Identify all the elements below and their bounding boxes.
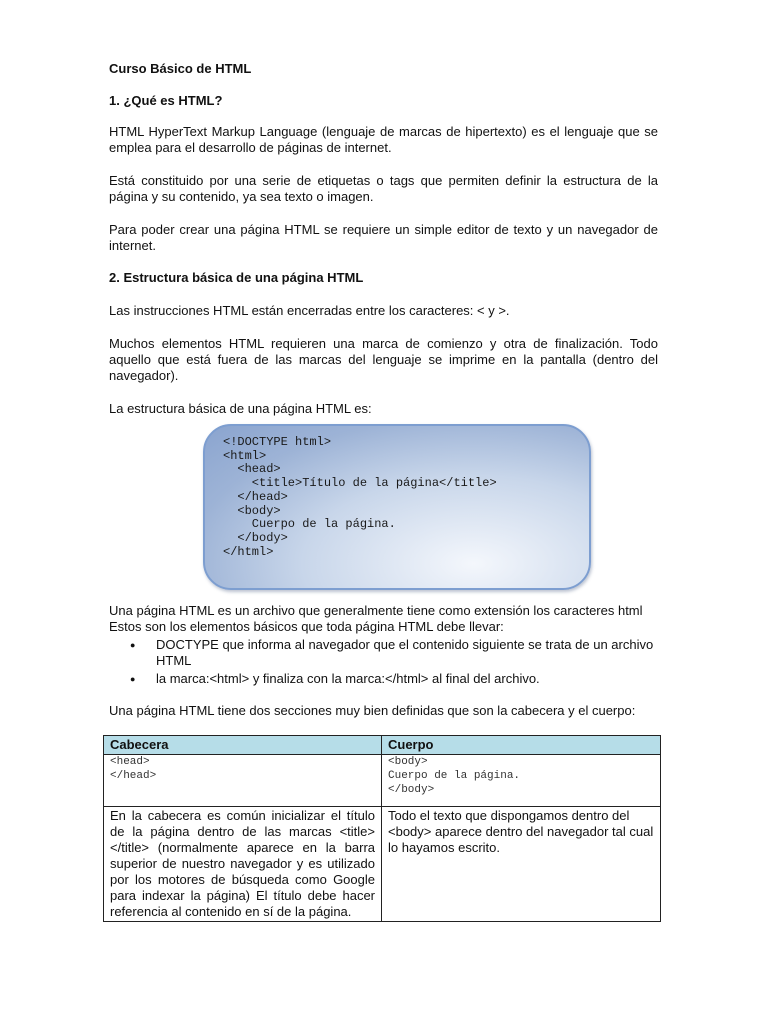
- document-title: Curso Básico de HTML: [109, 61, 252, 76]
- code-example-box: [203, 424, 591, 590]
- paragraph-tags: Está constituido por una serie de etiquetas o tags que permiten definir la estructura de la página y su contenido, ya sea texto o imagen.: [109, 173, 658, 204]
- paragraph-instructions: Las instrucciones HTML están encerradas entre los caracteres: < y >.: [109, 303, 510, 318]
- table-header-cuerpo: Cuerpo: [382, 736, 661, 755]
- sections-table: [103, 735, 661, 922]
- section-heading-1: 1. ¿Qué es HTML?: [109, 93, 223, 108]
- paragraph-structure-intro: La estructura básica de una página HTML es:: [109, 401, 372, 416]
- table-cell-body-description: Todo el texto que dispongamos dentro del <body> aparece dentro del navegador tal cual lo hayamos escrito.: [382, 807, 661, 922]
- section-heading-2: 2. Estructura básica de una página HTML: [109, 270, 364, 285]
- table-cell-head-description: En la cabecera es común inicializar el título de la página dentro de las marcas <title></title> (normalmente aparece en la barra superior de nuestro navegador y es utilizado por los motores de búsqueda como Google para indexar la página) El título debe hacer referencia al contenido en sí de la página.: [104, 807, 382, 922]
- list-item: ● la marca:<html> y finaliza con la marca:</html> al final del archivo.: [130, 671, 660, 687]
- paragraph-basic-elements: Estos son los elementos básicos que toda página HTML debe llevar:: [109, 619, 504, 634]
- table-row: [104, 755, 661, 807]
- code-example: <!DOCTYPE html> <html> <head> <title>Título de la página</title> </head> <body> Cuerpo de la página. </body> </html>: [223, 435, 497, 559]
- paragraph-requirements: Para poder crear una página HTML se requiere un simple editor de texto y un navegador de internet.: [109, 222, 658, 253]
- table-header-row: [104, 736, 661, 755]
- paragraph-html-definition: HTML HyperText Markup Language (lenguaje de marcas de hipertexto) es el lenguaje que se emplea para el desarrollo de páginas de internet.: [109, 124, 658, 155]
- paragraph-extension: Una página HTML es un archivo que generalmente tiene como extensión los caracteres html: [109, 603, 643, 618]
- table-cell-head-code: <head> </head>: [104, 755, 382, 807]
- paragraph-marks: Muchos elementos HTML requieren una marca de comienzo y otra de finalización. Todo aquello que está fuera de las marcas del lenguaje se imprime en la pantalla (dentro del navegador).: [109, 336, 658, 383]
- table-row: [104, 807, 661, 922]
- bullet-list: [130, 637, 660, 689]
- table-header-cabecera: Cabecera: [104, 736, 382, 755]
- table-cell-body-code: <body> Cuerpo de la página. </body>: [382, 755, 661, 807]
- paragraph-sections: Una página HTML tiene dos secciones muy bien definidas que son la cabecera y el cuerpo:: [109, 703, 636, 718]
- list-item: ● DOCTYPE que informa al navegador que el contenido siguiente se trata de un archivo HTML: [130, 637, 660, 669]
